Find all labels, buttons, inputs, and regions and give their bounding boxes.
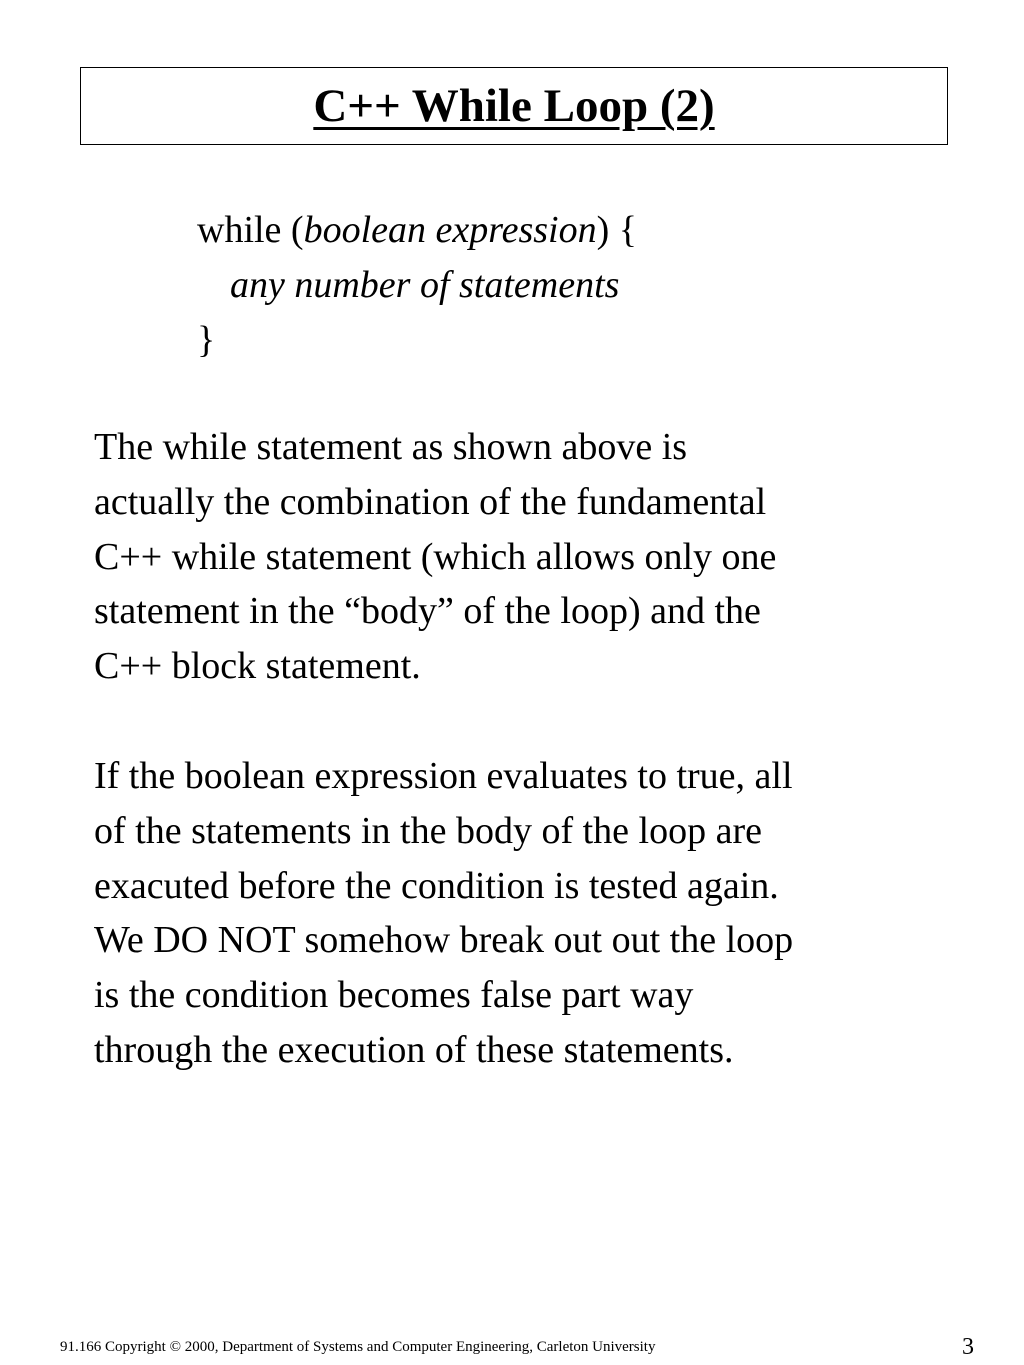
footer-copyright: 91.166 Copyright © 2000, Department of Systems and Computer Engineering, Carleton University bbox=[60, 1339, 656, 1355]
paragraph-line: actually the combination of the fundamental bbox=[94, 480, 767, 523]
code-close-brace: } bbox=[197, 319, 216, 361]
code-line-while bbox=[197, 208, 637, 252]
code-line-close bbox=[197, 318, 215, 362]
code-body: any number of statements bbox=[230, 264, 620, 306]
page-number: 3 bbox=[962, 1334, 974, 1360]
title-box bbox=[80, 67, 948, 145]
paragraph-line: of the statements in the body of the loop are bbox=[94, 809, 762, 852]
paragraph-line: is the condition becomes false part way bbox=[94, 974, 694, 1017]
paragraph-line: The while statement as shown above is bbox=[94, 426, 688, 468]
slide-title: C++ While Loop (2) bbox=[313, 80, 715, 132]
paragraph-line: through the execution of these statements. bbox=[94, 1028, 734, 1071]
paragraph-line: We DO NOT somehow break out out the loop bbox=[94, 919, 794, 962]
code-open-brace: ) { bbox=[596, 209, 638, 251]
code-condition: boolean expression bbox=[303, 209, 597, 251]
paragraph-boolean-evaluation bbox=[94, 749, 974, 1078]
paragraph-line: If the boolean expression evaluates to true, all bbox=[94, 755, 793, 797]
code-keyword-while: while ( bbox=[197, 209, 304, 251]
paragraph-line: statement in the “body” of the loop) and the bbox=[94, 590, 761, 633]
code-line-body bbox=[230, 263, 619, 307]
paragraph-line: exacuted before the condition is tested again. bbox=[94, 864, 779, 907]
paragraph-while-explanation bbox=[94, 420, 974, 694]
paragraph-line: C++ block statement. bbox=[94, 645, 421, 688]
paragraph-line: C++ while statement (which allows only one bbox=[94, 535, 777, 578]
